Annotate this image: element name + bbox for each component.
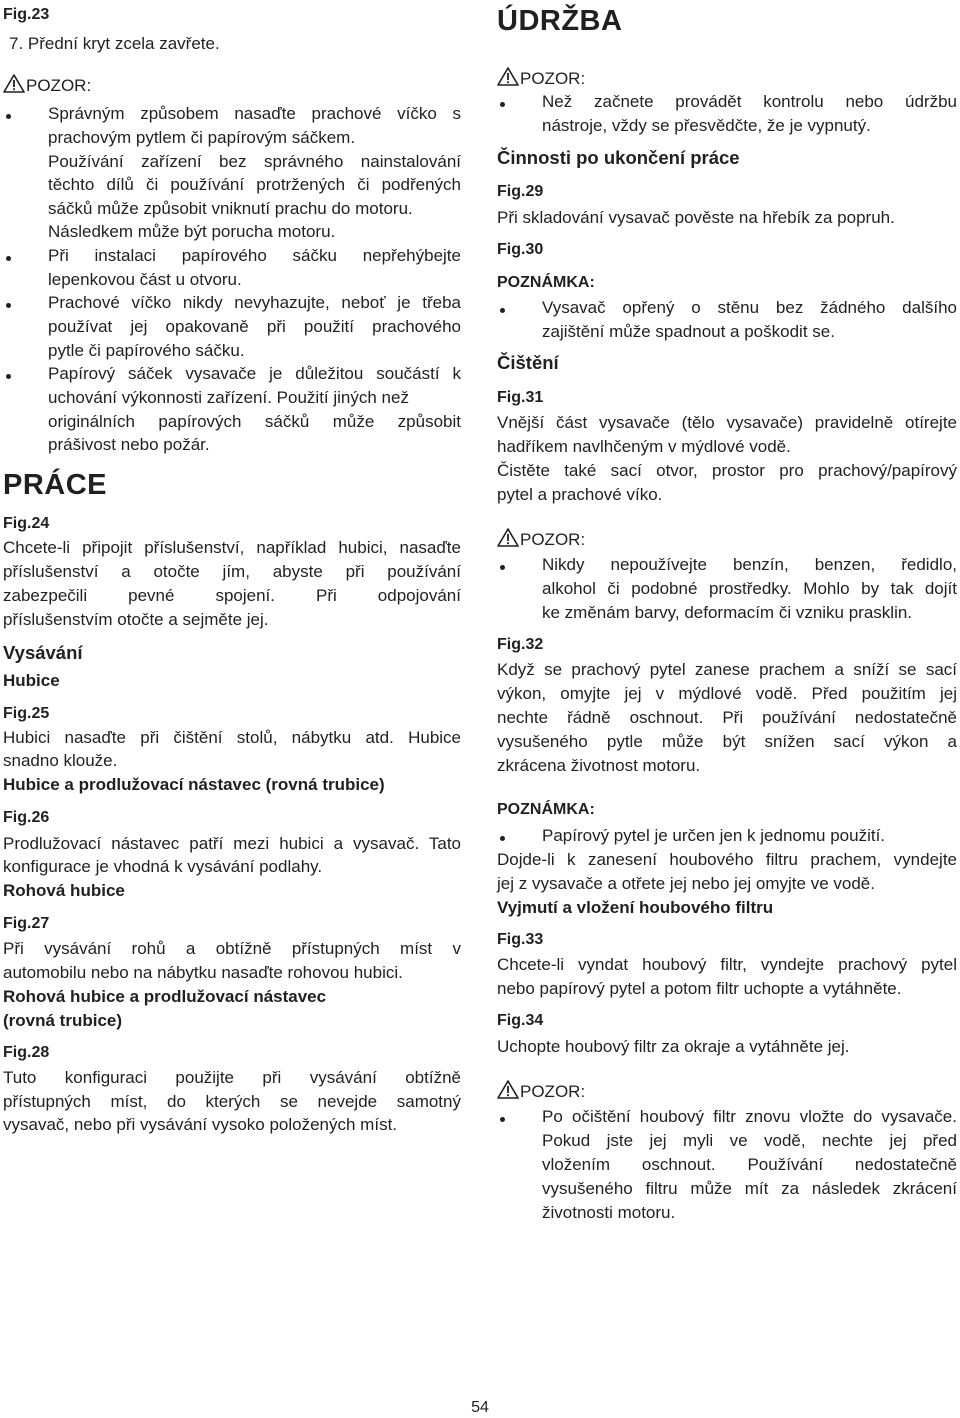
warning-triangle-icon — [3, 74, 25, 93]
body-text: vysušeného pytle může být snížen sací výkon a — [497, 732, 957, 751]
warning-text: těchto dílů či používání protržených či podřených — [48, 175, 461, 194]
subsection-heading: Vysávání — [3, 642, 83, 663]
body-text: Vnější část vysavače (tělo vysavače) pravidelně otírejte — [497, 413, 957, 432]
warning-text: Používání zařízení bez správného nainstalování — [48, 152, 461, 171]
page-number: 54 — [471, 1399, 489, 1416]
body-text: nechte řádně oschnout. Při používání nedostatečně — [497, 708, 957, 727]
subsection-heading: Činnosti po ukončení práce — [497, 147, 740, 168]
bullet-dot — [6, 256, 11, 261]
warning-text: Následkem může být porucha motoru. — [48, 222, 336, 241]
fig-label: Fig.25 — [3, 705, 50, 722]
body-text: konfigurace je vhodná k vysávání podlahy. — [3, 857, 323, 876]
body-text: Hubici nasaďte při čištění stolů, nábytku atd. Hubice — [3, 728, 461, 747]
bullet-dot — [500, 836, 505, 841]
fig-label: Fig.24 — [3, 515, 50, 532]
warning-text: vysušeného filtru může mít za následek zkrácení — [542, 1179, 957, 1198]
warning-text: sáčků může způsobit vniknutí prachu do motoru. — [48, 199, 413, 218]
subsection-heading: Čištění — [497, 352, 559, 373]
body-text: snadno klouže. — [3, 751, 118, 770]
bullet-dot — [500, 102, 505, 107]
body-text: vysavač, nebo při vysávání vysoko položených míst. — [3, 1115, 398, 1134]
body-text: pytel a prachové víko. — [497, 485, 663, 504]
warning-triangle-icon — [497, 528, 519, 547]
subheading: Hubice a prodlužovací nástavec (rovná trubice) — [3, 775, 385, 794]
body-text: výkon, omyjte jej v mýdlové vodě. Před použitím jej — [497, 684, 957, 703]
section-heading: PRÁCE — [3, 469, 108, 501]
warning-text: nástroje, vždy se přesvědčte, že je vypnutý. — [542, 116, 871, 135]
bullet-dot — [6, 303, 11, 308]
warning-text: vložením oschnout. Používání nedostatečně — [542, 1155, 957, 1174]
fig-label: Fig.34 — [497, 1012, 544, 1029]
section-heading: ÚDRŽBA — [497, 5, 623, 37]
warning-title: POZOR: — [497, 528, 957, 550]
warning-triangle-icon — [497, 1080, 519, 1099]
body-text: zkrácena životnost motoru. — [497, 756, 701, 775]
note-text: Papírový pytel je určen jen k jednomu použití. — [542, 826, 886, 845]
warning-title: POZOR: — [497, 1080, 957, 1102]
body-text: jej z vysavače a otřete jej nebo jej omyjte ve vodě. — [497, 874, 875, 893]
body-text: nebo papírový pytel a potom filtr uchopte a vytáhněte. — [497, 979, 902, 998]
warning-text: Správným způsobem nasaďte prachové víčko s — [48, 104, 461, 123]
note-title: POZNÁMKA: — [497, 801, 595, 818]
body-text: hadříkem navlhčeným v mýdlové vodě. — [497, 437, 791, 456]
note-text: zajištění může spadnout a poškodit se. — [542, 322, 835, 341]
body-text: příslušenstvím otočte a sejměte jej. — [3, 610, 269, 629]
body-text: Uchopte houbový filtr za okraje a vytáhněte jej. — [497, 1037, 850, 1056]
body-text: Chcete-li vyndat houbový filtr, vyndejte prachový pytel — [497, 955, 957, 974]
fig-label: Fig.30 — [497, 241, 544, 258]
fig-label: Fig.27 — [3, 915, 50, 932]
body-text: automobilu nebo na nábytku nasaďte rohovou hubici. — [3, 963, 403, 982]
fig-label: Fig.31 — [497, 389, 544, 406]
warning-text: uchování výkonnosti zařízení. Použití jiných než — [48, 388, 409, 407]
warning-text: lepenkovou část u otvoru. — [48, 270, 242, 289]
bullet-dot — [6, 114, 11, 119]
warning-text: Papírový sáček vysavače je důležitou součástí k — [48, 364, 461, 383]
note-text: Vysavač opřený o stěnu bez žádného dalšího — [542, 298, 957, 317]
subheading: Hubice — [3, 671, 60, 690]
body-text: Čistěte také sací otvor, prostor pro prachový/papírový — [497, 461, 957, 480]
body-text: příslušenství a otočte jím, abyste při používání — [3, 562, 461, 581]
warning-text: prášivost nebo požár. — [48, 435, 210, 454]
fig-label: Fig.28 — [3, 1044, 50, 1061]
fig-label: Fig.26 — [3, 809, 50, 826]
body-text: Chcete-li připojit příslušenství, například hubici, nasaďte — [3, 538, 461, 557]
body-text: Když se prachový pytel zanese prachem a sníží se sací — [497, 660, 957, 679]
warning-text: prachovým pytlem či papírovým sáčkem. — [48, 128, 356, 147]
warning-text: používat jej opakovaně při použití prachového — [48, 317, 461, 336]
fig-label: Fig.33 — [497, 931, 544, 948]
fig-label: Fig.23 — [3, 6, 50, 23]
warning-text: životnosti motoru. — [542, 1203, 676, 1222]
warning-title: POZOR: — [497, 67, 957, 89]
note-title: POZNÁMKA: — [497, 274, 595, 291]
subheading: (rovná trubice) — [3, 1011, 123, 1030]
subheading: Rohová hubice — [3, 881, 125, 900]
bullet-dot — [500, 565, 505, 570]
warning-text: Pokud jste jej myli ve vodě, nechte jej před — [542, 1131, 957, 1150]
body-text: Při skladování vysavač pověste na hřebík za popruh. — [497, 208, 895, 227]
body-text: zabezpečili pevné spojení. Při odpojování — [3, 586, 461, 605]
body-text: Prodlužovací nástavec patří mezi hubici a vysavač. Tato — [3, 834, 461, 853]
body-text: Při vysávání rohů a obtížně přístupných míst v — [3, 939, 461, 958]
warning-text: pytle či papírového sáčku. — [48, 341, 245, 360]
warning-text: Prachové víčko nikdy nevyhazujte, neboť je třeba — [48, 293, 461, 312]
warning-text: Nikdy nepoužívejte benzín, benzen, ředidlo, — [542, 555, 957, 574]
body-text: Dojde-li k zanesení houbového filtru prachem, vyndejte — [497, 850, 957, 869]
bullet-dot — [500, 308, 505, 313]
fig-label: Fig.32 — [497, 636, 544, 653]
warning-text: Po očištění houbový filtr znovu vložte do vysavače. — [542, 1107, 957, 1126]
warning-text: alkohol či podobné prostředky. Mohlo by tak dojít — [542, 579, 957, 598]
body-text: přístupných míst, do kterých se nevejde samotný — [3, 1092, 461, 1111]
warning-title: POZOR: — [3, 74, 461, 96]
body-text: Tuto konfiguraci použijte při vysávání obtížně — [3, 1068, 461, 1087]
warning-text: Při instalaci papírového sáčku nepřehýbejte — [48, 246, 461, 265]
bullet-dot — [500, 1117, 505, 1122]
warning-triangle-icon — [497, 67, 519, 86]
subheading: Vyjmutí a vložení houbového filtru — [497, 898, 774, 917]
warning-text: originálních papírových sáčků může způsobit — [48, 412, 461, 431]
step-text: 7. Přední kryt zcela zavřete. — [9, 34, 220, 53]
fig-label: Fig.29 — [497, 183, 544, 200]
bullet-dot — [6, 374, 11, 379]
subheading: Rohová hubice a prodlužovací nástavec — [3, 987, 327, 1006]
warning-text: Než začnete provádět kontrolu nebo údržbu — [542, 92, 957, 111]
warning-text: ke změnám barvy, deformacím či vzniku prasklin. — [542, 603, 913, 622]
